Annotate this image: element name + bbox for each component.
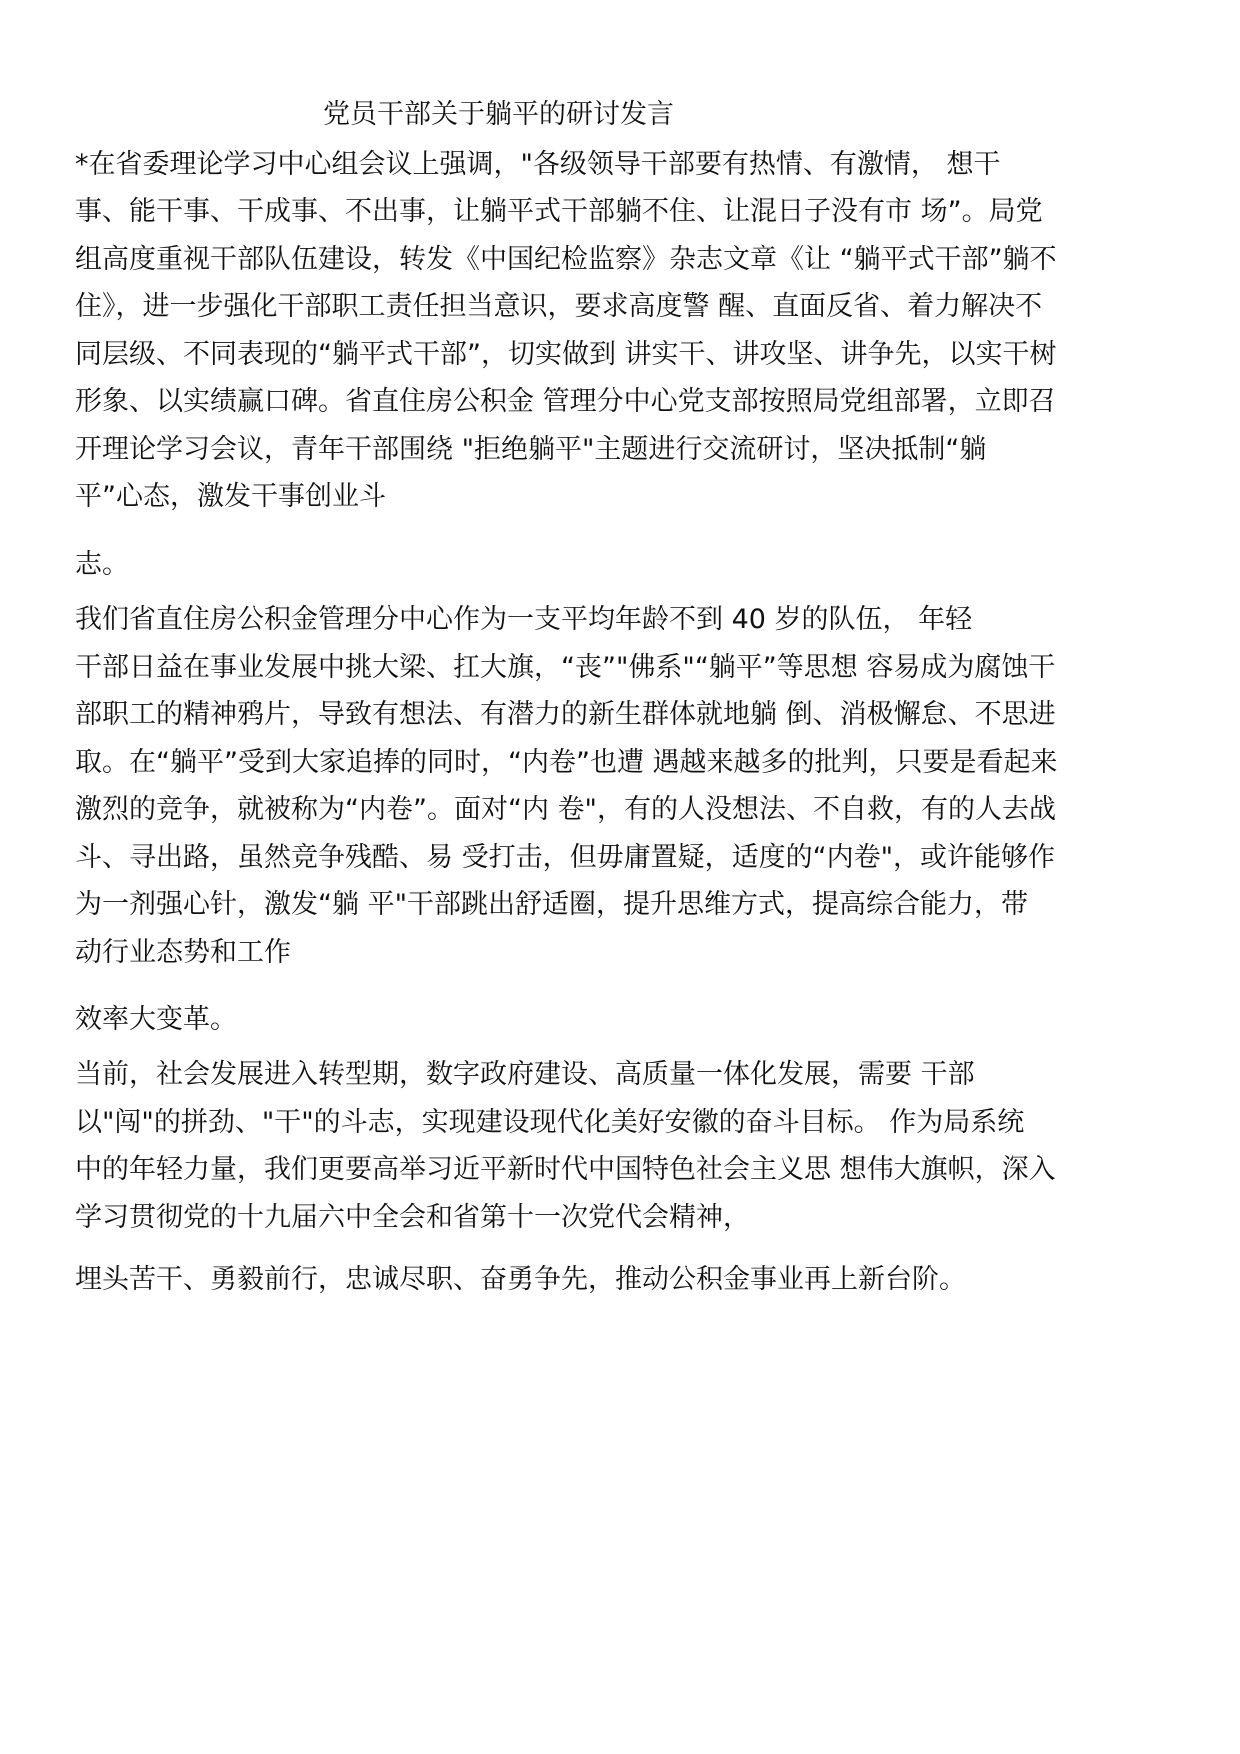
paragraph-line: 住》，进一步强化干部职工责任担当意识，要求高度警 醒、直面反省、着力解决不 [75,291,1043,322]
paragraph-line: 学习贯彻党的十九届六中全会和省第十一次党代会精神， [75,1202,750,1233]
paragraph-line: 形象、以实绩赢口碑。省直住房公积金 管理分中心党支部按照局党组部署，立即召 [75,386,1056,417]
paragraph-line: 事、能干事、干成事、不出事，让躺平式干部躺不住、让混日子没有市 场”。局党 [75,196,1043,227]
paragraph-line: 效率大变革。 [75,1004,237,1035]
paragraph-line: 我们省直住房公积金管理分中心作为一支平均年龄不到 40 岁的队伍， 年轻 [75,604,973,635]
paragraph-line: 平”心态，激发干事创业斗 [75,481,386,512]
paragraph-line: 组高度重视干部队伍建设，转发《中国纪检监察》杂志文章《让 “躺平式干部”躺不 [75,244,1057,275]
paragraph-line: 激烈的竞争，就被称为“内卷”。面对“内 卷"，有的人没想法、不自救，有的人去战 [75,794,1056,825]
paragraph-line: 中的年轻力量，我们更要高举习近平新时代中国特色社会主义思 想伟大旗帜，深入 [75,1154,1056,1185]
paragraph-line: 同层级、不同表现的“躺平式干部”，切实做到 讲实干、讲攻坚、讲争先，以实干树 [75,339,1057,370]
document-title: 党员干部关于躺平的研讨发言 [323,99,674,130]
paragraph-line: *在省委理论学习中心组会议上强调，"各级领导干部要有热情、有激情， 想干 [75,149,1001,180]
paragraph-line: 斗、寻出路，虽然竞争残酷、易 受打击，但毋庸置疑，适度的“内卷"，或许能够作 [75,842,1055,873]
paragraph-line: 埋头苦干、勇毅前行，忠诚尽职、奋勇争先，推动公积金事业再上新台阶。 [75,1264,966,1295]
paragraph-line: 为一剂强心针，激发“躺 平"干部跳出舒适圈，提升思维方式，提高综合能力，带 [75,889,1028,920]
paragraph-line: 取。在“躺平”受到大家追捧的同时，“内卷”也遭 遇越来越多的批判，只要是看起来 [75,747,1058,778]
paragraph-line: 动行业态势和工作 [75,937,291,968]
paragraph-line: 当前，社会发展进入转型期，数字政府建设、高质量一体化发展，需要 干部 [75,1059,975,1090]
paragraph-line: 以"闯"的拼劲、"干"的斗志，实现建设现代化美好安徽的奋斗目标。 作为局系统 [75,1107,1025,1138]
paragraph-line: 部职工的精神鸦片，导致有想法、有潜力的新生群体就地躺 倒、消极懈怠、不思进 [75,699,1056,730]
paragraph-line: 干部日益在事业发展中挑大梁、扛大旗，“丧”"佛系"“躺平”等思想 容易成为腐蚀干 [75,652,1056,683]
paragraph-line: 志。 [75,549,129,580]
paragraph-line: 开理论学习会议，青年干部围绕 "拒绝躺平"主题进行交流研讨，坚决抵制“躺 [75,434,987,465]
